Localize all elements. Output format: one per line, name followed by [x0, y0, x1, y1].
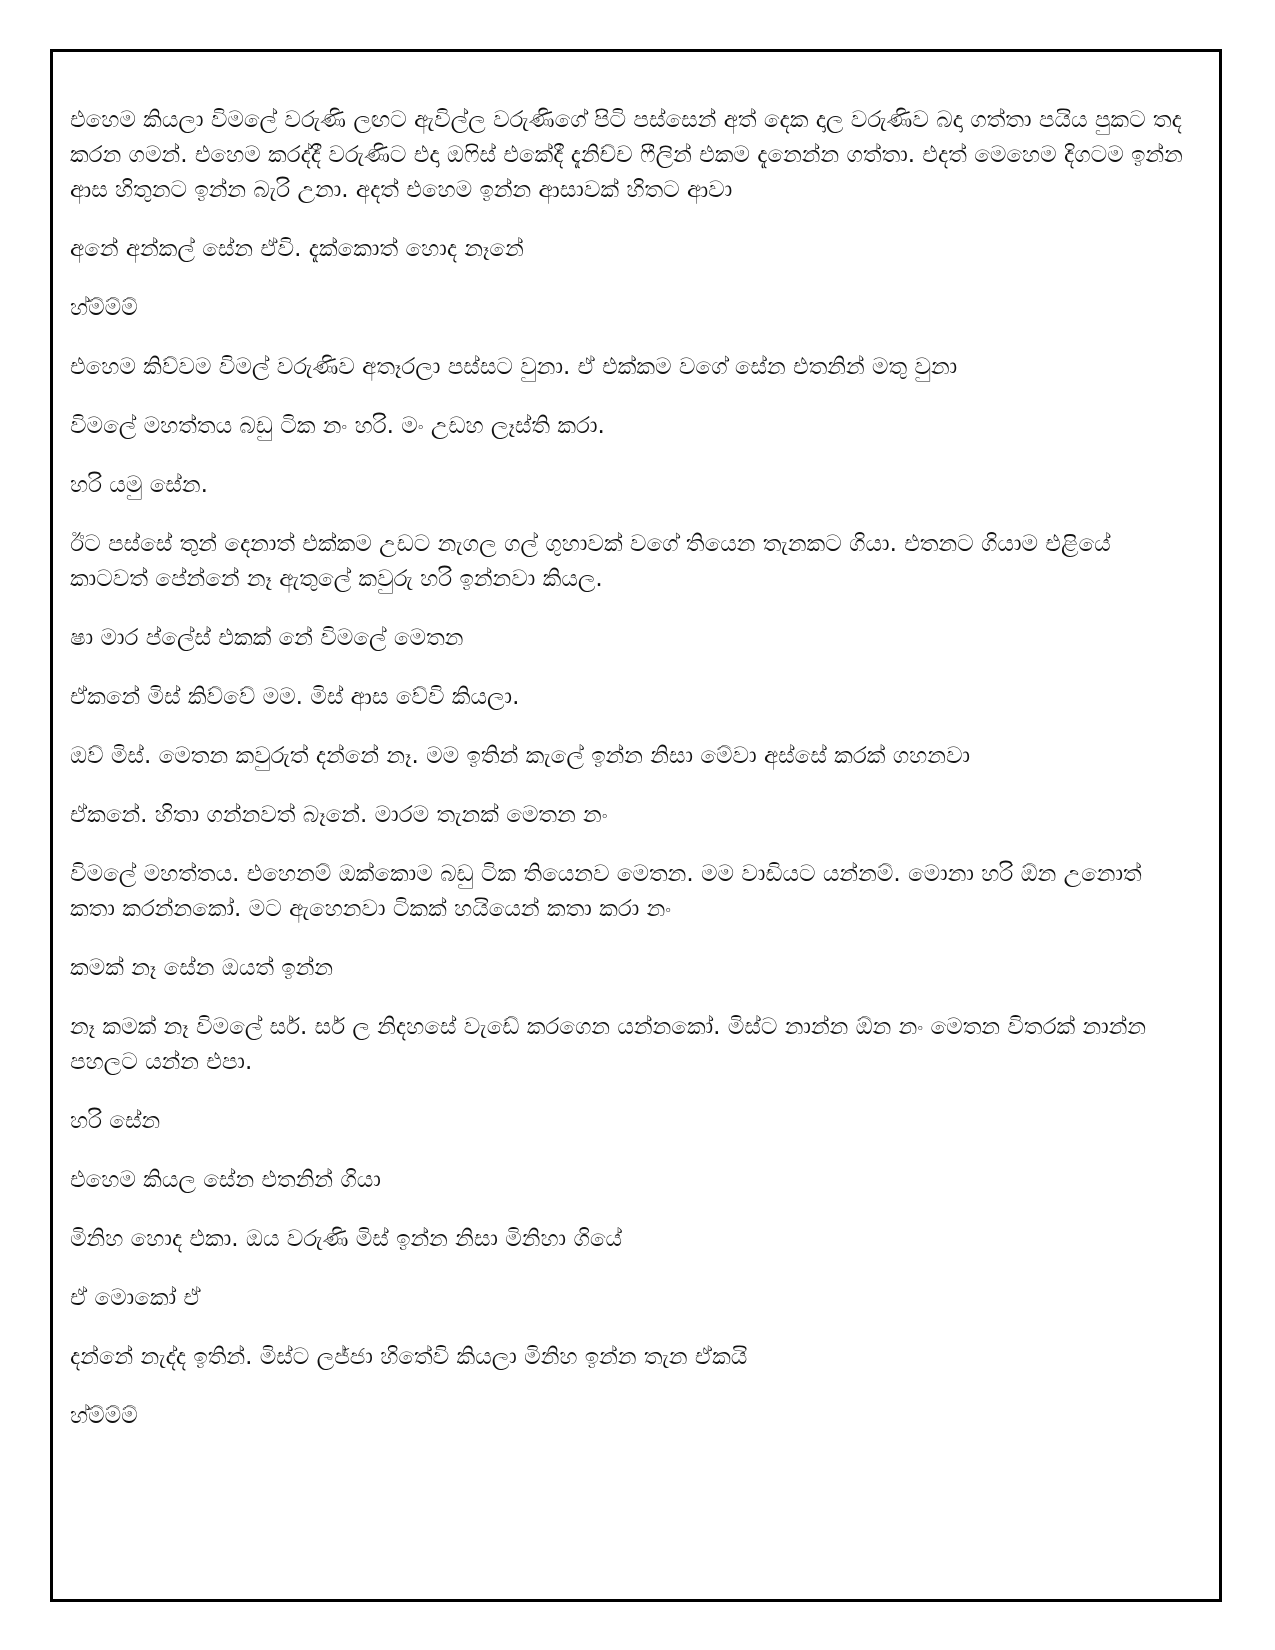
- paragraph: හ්ම්ම්ම්: [70, 295, 138, 321]
- document-body: [70, 103, 1190, 1458]
- paragraph: දන්නේ නැද්ද ඉතින්. මිස්ට ලජ්ජා හිතේවි කියලා මිනිහ ඉන්න තැන ඒකයි: [70, 1344, 748, 1370]
- paragraph: එහෙම කියල සේන එතනින් ගියා: [70, 1167, 381, 1193]
- paragraph: ඔව් මිස්. මෙතන කවුරුත් දන්නේ නෑ. මම ඉතින් කැලේ ඉන්න නිසා මේවා අස්සේ කරක් ගහනවා: [70, 743, 971, 769]
- paragraph: නෑ කමක් නෑ විමලේ සර්. සර් ල නිදහසේ වැඩේ කරගෙන යන්නකෝ. මිස්ට නාන්න ඕන නං මෙතන විතරක් නාන්න පහලට යන්න එපා.: [70, 1014, 1147, 1075]
- paragraph: ඒකනේ. හිතා ගන්නවත් බෑනේ. මාරම තැනක් මෙතන නං: [70, 802, 608, 828]
- paragraph: ඊට පස්සේ තුන් දෙනාත් එක්කම උඩට නැගල ගල් ගුහාවක් වගේ තියෙන තැනකට ගියා. එතනට ගියාම එළියේ කාටවත් පේන්නේ නෑ ඇතුලේ කවුරු හරි ඉන්නවා කියල.: [70, 531, 1111, 592]
- paragraph: අනේ අන්කල් සේන ඒවි. දැක්කොත් හොද නෑනේ: [70, 236, 524, 262]
- paragraph: හ්ම්ම්ම්: [70, 1403, 138, 1429]
- paragraph: එහෙම කියලා විමලේ වරුණි ලඟට ඇවිල්ල වරුණිගේ පිටි පස්සෙන් අත් දෙක දාල වරුණිව බදා ගත්තා පයිය පුකට තද කරන ගමන්. එහෙම කරද්දී වරුණිට එදා ඔෆිස් එකේදී දැනිච්ච ෆීලින් එකම දැනෙන්න ගත්තා. එදත් මෙහෙම දිගටම ඉන්න ආස හිතුනට ඉන්න බැරි උනා. අදත් එහෙම ඉන්න ආසාවක් හිතට ආවා: [70, 107, 1183, 203]
- paragraph: ඒ මොකෝ ඒ: [70, 1285, 201, 1311]
- paragraph: ඒකනේ මිස් කිව්වේ මම. මිස් ආස වේවි කියලා.: [70, 684, 520, 710]
- paragraph: එහෙම කිව්වම විමල් වරුණිව අතෑරලා පස්සට වුනා. ඒ එක්කම වගේ සේන එතනින් මතු වුනා: [70, 354, 958, 380]
- paragraph: විමලේ මහත්තය බඩු ටික නං හරි. මං උඩහ ලෑස්ති කරා.: [70, 413, 605, 439]
- paragraph: හරි යමු සේන.: [70, 472, 208, 498]
- paragraph: මිනිහ හොද එකා. ඔය වරුණි මිස් ඉන්න නිසා මිනිහා ගියේ: [70, 1226, 623, 1252]
- paragraph: හරි සේන: [70, 1108, 161, 1134]
- paragraph: ෂා මාර ප්ලේස් එකක් නේ විමලේ මෙතන: [70, 625, 464, 651]
- paragraph: විමලේ මහත්තය. එහෙනම් ඔක්කොම බඩු ටික තියෙනව මෙතන. මම වාඩියට යන්නම්. මොනා හරි ඕන උනොත් කතා කරන්නකෝ. මට ඇහෙනවා ටිකක් හයියෙන් කතා කරා නං: [70, 861, 1142, 922]
- paragraph: කමක් නෑ සේන ඔයත් ඉන්න: [70, 955, 334, 981]
